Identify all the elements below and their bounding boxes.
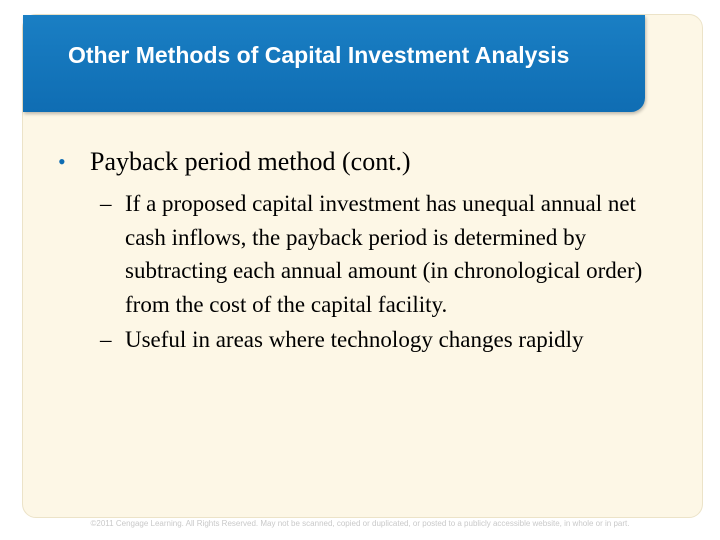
slide-title: Other Methods of Capital Investment Analysis bbox=[68, 42, 570, 68]
sub-bullet-item bbox=[100, 187, 668, 321]
bullet-text: Payback period method (cont.) bbox=[90, 147, 411, 176]
copyright-footer: ©2011 Cengage Learning. All Rights Reserved. May not be scanned, copied or duplicated, or posted to a publicly accessible website, in whole or in part. bbox=[90, 519, 630, 528]
sub-bullet-text: If a proposed capital investment has unequal annual net cash inflows, the payback period is determined by subtracting each annual amount (in chronological order) from the cost of the capital facility. bbox=[125, 191, 643, 317]
slide-content bbox=[58, 145, 668, 357]
sub-bullet-item bbox=[100, 323, 668, 357]
sub-bullet-marker: – bbox=[100, 327, 112, 352]
sub-bullet-text: Useful in areas where technology changes rapidly bbox=[125, 327, 584, 352]
bullet-marker: • bbox=[58, 149, 66, 174]
sub-bullet-marker: – bbox=[100, 191, 112, 216]
title-bar bbox=[23, 15, 645, 112]
bullet-item bbox=[58, 145, 668, 179]
